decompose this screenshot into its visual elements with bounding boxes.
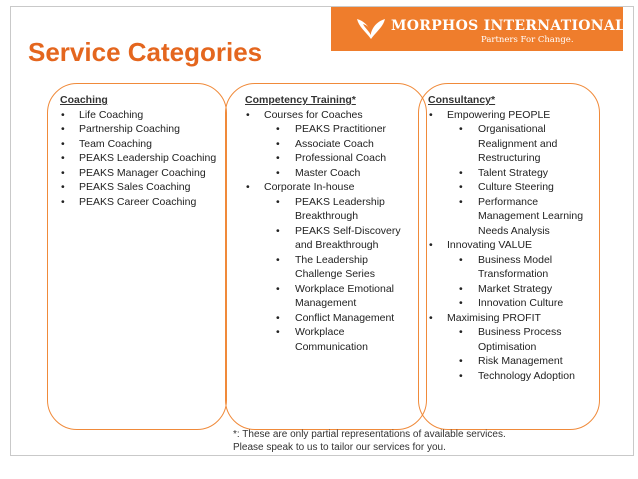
coaching-item: • PEAKS Sales Coaching — [60, 180, 230, 195]
brand-tagline: Partners For Change. — [481, 35, 574, 45]
consultancy-sublist-wrap — [428, 122, 598, 238]
brand-logo-bar — [331, 7, 626, 51]
coaching-item: • Partnership Coaching — [60, 122, 230, 137]
consultancy-group-label: Innovating VALUE — [447, 239, 533, 251]
competency-sublist — [245, 195, 417, 355]
consultancy-item: • Market Strategy — [428, 282, 598, 297]
competency-group-label: Corporate In-house — [264, 181, 355, 193]
consultancy-list — [428, 108, 598, 384]
competency-item: • The Leadership Challenge Series — [245, 253, 417, 282]
competency-item: • Associate Coach — [245, 137, 417, 152]
competency-sublist — [245, 122, 417, 180]
consultancy-item: • Business Process Optimisation — [428, 325, 598, 354]
brand-name: MORPHOS INTERNATIONAL — [391, 18, 626, 34]
competency-heading: Competency Training* — [245, 94, 356, 106]
competency-sublist-wrap — [245, 195, 417, 355]
consultancy-item: • Business Model Transformation — [428, 253, 598, 282]
coaching-heading: Coaching — [60, 94, 108, 106]
consultancy-heading: Consultancy* — [428, 94, 496, 106]
consultancy-group-label: Empowering PEOPLE — [447, 108, 551, 121]
consultancy-group — [428, 238, 598, 253]
competency-item: • PEAKS Practitioner — [245, 122, 417, 137]
competency-item: • PEAKS Leadership Breakthrough — [245, 195, 417, 224]
competency-sublist-wrap — [245, 122, 417, 180]
consultancy-group — [428, 108, 598, 123]
consultancy-item: • Organisational Realignment and Restructuring — [428, 122, 598, 166]
consultancy-sublist — [428, 122, 598, 238]
competency-item: • Master Coach — [245, 166, 417, 181]
consultancy-sublist — [428, 253, 598, 311]
consultancy-item: • Technology Adoption — [428, 369, 598, 384]
consultancy-item: • Culture Steering — [428, 180, 598, 195]
coaching-item: • Team Coaching — [60, 137, 230, 152]
consultancy-group-label: Maximising PROFIT — [447, 311, 541, 324]
competency-item: • Workplace Emotional Management — [245, 282, 417, 311]
competency-item: • Conflict Management — [245, 311, 417, 326]
footnote — [233, 428, 593, 454]
consultancy-column — [428, 93, 598, 383]
competency-column — [245, 93, 417, 354]
consultancy-group — [428, 311, 598, 326]
footnote-line-2: Please speak to us to tailor our services for you. — [233, 442, 446, 453]
coaching-item: • PEAKS Leadership Coaching — [60, 151, 230, 166]
coaching-list — [60, 108, 230, 210]
consultancy-item: • Talent Strategy — [428, 166, 598, 181]
competency-group — [245, 180, 417, 195]
coaching-item: • PEAKS Manager Coaching — [60, 166, 230, 181]
coaching-item: • PEAKS Career Coaching — [60, 195, 230, 210]
page-title: Service Categories — [28, 37, 263, 67]
footnote-line-1: *: These are only partial representations of available services. — [233, 429, 506, 440]
consultancy-item: • Performance Management Learning Needs Analysis — [428, 195, 598, 239]
competency-item: • Workplace Communication — [245, 325, 417, 354]
butterfly-logo-icon — [355, 13, 387, 45]
competency-item: • PEAKS Self-Discovery and Breakthrough — [245, 224, 417, 253]
coaching-column — [60, 93, 230, 209]
consultancy-sublist-wrap — [428, 325, 598, 383]
competency-list — [245, 108, 417, 355]
consultancy-item: • Risk Management — [428, 354, 598, 369]
consultancy-sublist-wrap — [428, 253, 598, 311]
competency-group — [245, 108, 417, 123]
consultancy-item: • Innovation Culture — [428, 296, 598, 311]
consultancy-sublist — [428, 325, 598, 383]
competency-group-label: Courses for Coaches — [264, 108, 363, 121]
competency-item: • Professional Coach — [245, 151, 417, 166]
coaching-item: • Life Coaching — [60, 108, 230, 123]
